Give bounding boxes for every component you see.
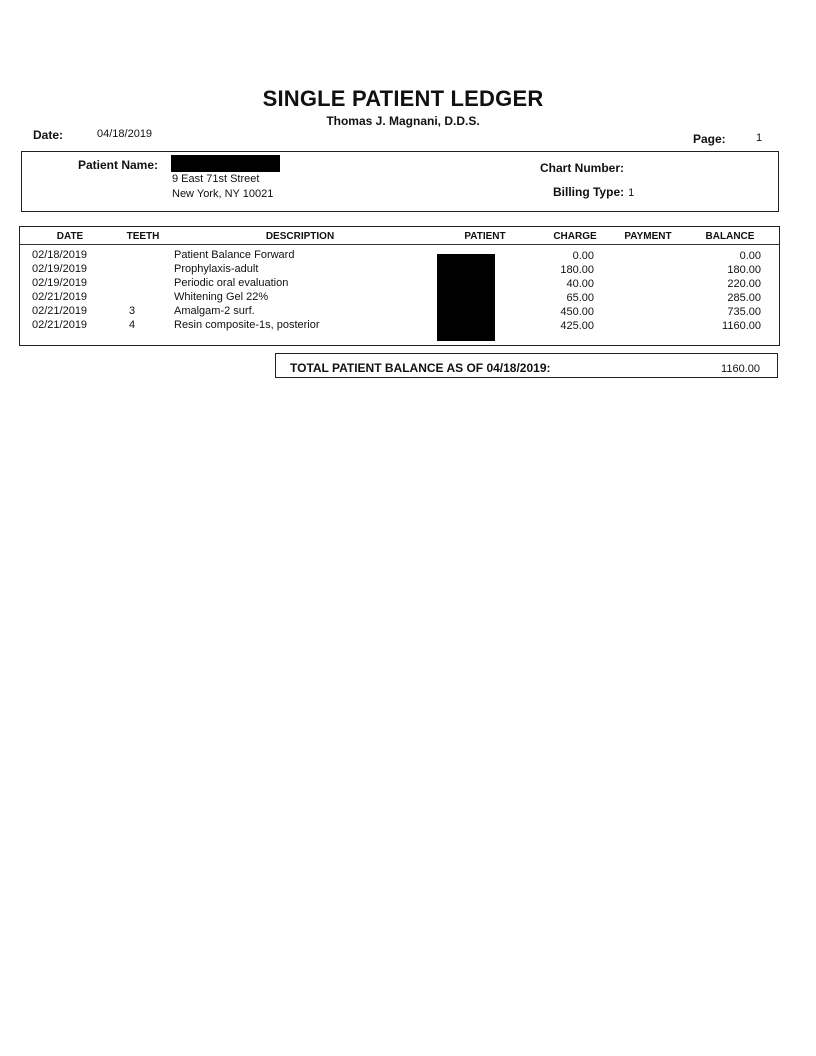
billing-type: [553, 185, 634, 199]
row-charge: 450.00: [560, 306, 594, 318]
column-header-charge: CHARGE: [553, 231, 597, 242]
page-number: 1: [756, 132, 763, 144]
address-line-1: 9 East 71st Street: [172, 173, 260, 185]
column-header-description: DESCRIPTION: [265, 231, 335, 242]
patient-name-redaction: [171, 155, 280, 172]
doctor-name: Thomas J. Magnani, D.D.S.: [326, 114, 480, 128]
row-description: Whitening Gel 22%: [174, 291, 269, 303]
row-date: 02/18/2019: [32, 249, 88, 261]
row-date: 02/21/2019: [32, 305, 88, 317]
row-balance: 220.00: [727, 278, 761, 290]
row-charge: 65.00: [566, 292, 594, 304]
chart-number-label: Chart Number:: [540, 161, 625, 175]
column-header-teeth: TEETH: [126, 231, 160, 242]
total-balance-label: TOTAL PATIENT BALANCE AS OF 04/18/2019:: [290, 361, 551, 375]
row-date: 02/21/2019: [32, 319, 88, 331]
row-description: Prophylaxis-adult: [174, 263, 259, 275]
patient-column-redaction: [437, 254, 495, 341]
row-balance: 285.00: [727, 292, 761, 304]
row-charge: 425.00: [560, 320, 594, 332]
row-description: Patient Balance Forward: [174, 249, 295, 261]
ledger-title: SINGLE PATIENT LEDGER: [262, 86, 544, 111]
date-value: 04/18/2019: [97, 128, 153, 140]
row-date: 02/19/2019: [32, 263, 88, 275]
date-label: Date:: [33, 128, 64, 142]
row-charge: 40.00: [566, 278, 594, 290]
column-header-payment: PAYMENT: [624, 231, 672, 242]
column-header-patient: PATIENT: [464, 231, 506, 242]
row-description: Periodic oral evaluation: [174, 277, 289, 289]
row-balance: 0.00: [739, 250, 761, 262]
header-divider: [20, 244, 779, 245]
row-balance: 180.00: [727, 264, 761, 276]
billing-type-label: Billing Type:: [553, 185, 625, 199]
page-label: Page:: [693, 132, 726, 146]
column-header-date: DATE: [56, 231, 84, 242]
patient-name-label: Patient Name:: [78, 158, 159, 172]
row-charge: 180.00: [560, 264, 594, 276]
row-teeth: 3: [128, 305, 136, 317]
total-balance-value: 1160.00: [721, 363, 760, 375]
row-date: 02/19/2019: [32, 277, 88, 289]
row-balance: 1160.00: [722, 320, 761, 332]
row-charge: 0.00: [572, 250, 594, 262]
address-line-2: New York, NY 10021: [172, 188, 274, 200]
column-header-balance: BALANCE: [705, 231, 755, 242]
row-balance: 735.00: [727, 306, 761, 318]
billing-type-value: 1: [628, 187, 635, 199]
row-description: Amalgam-2 surf.: [174, 305, 255, 317]
row-description: Resin composite-1s, posterior: [174, 319, 320, 331]
row-teeth: 4: [128, 319, 136, 331]
row-date: 02/21/2019: [32, 291, 88, 303]
